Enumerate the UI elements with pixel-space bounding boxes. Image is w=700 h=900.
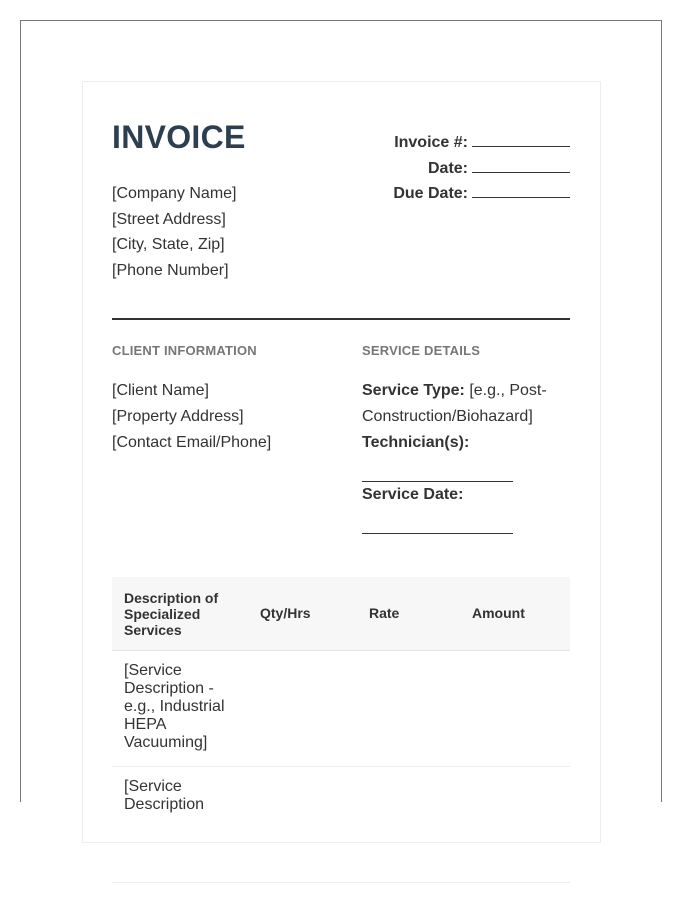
column-header-qty: Qty/Hrs [260,605,311,621]
invoice-date-blank[interactable] [472,158,570,173]
invoice-date-row [393,156,570,182]
company-city: [City, State, Zip] [112,236,225,253]
column-header-amount: Amount [472,605,525,621]
invoice-number-row [393,130,570,156]
invoice-due-date-row [393,181,570,207]
column-header-rate: Rate [369,605,400,621]
technician-label: Technician(s): [362,434,470,451]
service-date-blank[interactable] [362,508,513,534]
row-description: [Service Description [124,778,205,813]
service-date-label: Service Date: [362,486,464,503]
document-frame [20,20,662,813]
row-description: [Service Description - e.g., Industrial HEPA Vacuuming] [124,662,225,751]
invoice-number-label: Invoice #: [394,134,468,151]
service-block [362,378,572,534]
client-address: [Property Address] [112,408,244,425]
invoice-meta [393,130,570,207]
invoice-date-label: Date: [427,159,468,177]
technician-blank[interactable] [362,456,513,482]
table-row [112,767,570,883]
company-street: [Street Address] [112,210,226,228]
company-block [112,181,237,283]
service-date-row [362,482,572,534]
client-block [112,378,271,456]
client-name: [Client Name] [112,382,209,399]
service-type-row [362,378,572,430]
invoice-due-date-blank[interactable] [472,183,570,198]
invoice-number-blank[interactable] [472,132,570,147]
client-info-heading: CLIENT INFORMATION [112,343,257,358]
header-divider [112,318,570,320]
table-row [112,651,570,767]
service-details-heading: SERVICE DETAILS [362,343,481,358]
service-type-label: Service Type: [362,382,465,399]
invoice-due-date-label: Due Date: [393,185,468,202]
company-phone: [Phone Number] [112,261,229,279]
company-name: [Company Name] [112,185,237,202]
service-type-value: [e.g., Post-Construction/Biohazard] [362,382,547,425]
column-header-description: Description of Specialized Services [124,590,219,638]
invoice-title: INVOICE [112,119,246,155]
technician-row [362,430,572,482]
client-contact: [Contact Email/Phone] [112,434,272,451]
services-table-header [112,577,570,651]
